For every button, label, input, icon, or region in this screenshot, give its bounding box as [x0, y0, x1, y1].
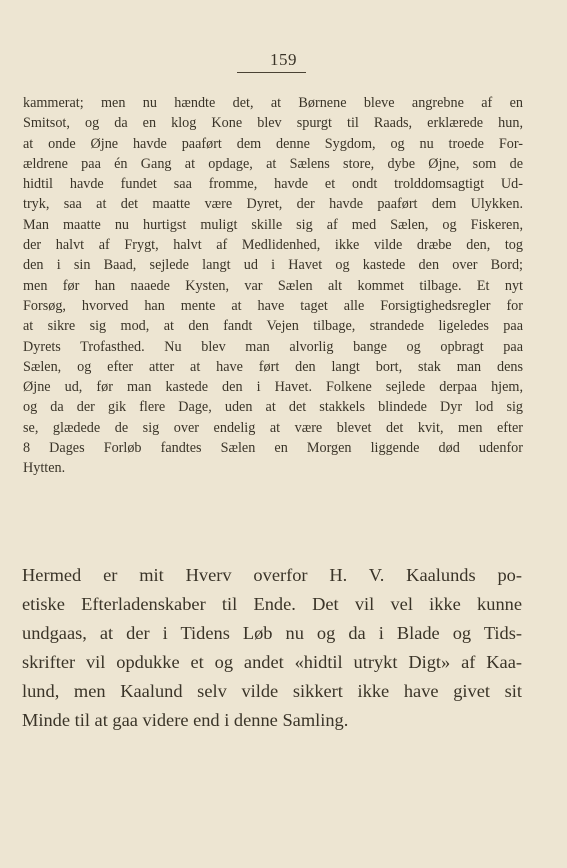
- text-line: men før han naaede Kysten, var Sælen alt kommet tilbage. Et nyt: [23, 277, 523, 294]
- text-line: Dyrets Trofasthed. Nu blev man alvorlig bange og opbragt paa: [23, 338, 523, 355]
- text-line: kammerat; men nu hændte det, at Børnene bleve angrebne af en: [23, 95, 523, 111]
- text-line-last: Minde til at gaa videre end i denne Samling.: [22, 709, 349, 730]
- text-line: undgaas, at der i Tidens Løb nu og da i Blade og Tids-: [22, 622, 522, 643]
- text-line: tryk, saa at det maatte være Dyret, der havde paaført dem Ulykken.: [23, 196, 523, 213]
- closing-paragraph: [22, 561, 522, 734]
- text-line: Forsøg, hvorved han mente at have taget alle Forsigtighedsregler for: [23, 297, 523, 314]
- text-line: lund, men Kaalund selv vilde sikkert ikke have givet sit: [22, 680, 522, 701]
- text-line: Øjne ud, før man kastede den i Havet. Folkene sejlede derpaa hjem,: [23, 379, 523, 396]
- text-line: Hermed er mit Hverv overfor H. V. Kaalunds po-: [22, 565, 522, 585]
- text-line: hidtil havde fundet saa fromme, havde et ondt trolddomsagtigt Ud-: [23, 176, 523, 193]
- page-number-underline: [237, 72, 306, 73]
- text-line: Sælen, og efter atter at have ført den langt bort, stak man dens: [23, 358, 523, 375]
- text-line: etiske Efterladenskaber til Ende. Det vil vel ikke kunne: [22, 593, 522, 614]
- story-paragraph: [23, 93, 523, 479]
- text-line: Man maatte nu hurtigst muligt skille sig af med Sælen, og Fiskeren,: [23, 216, 523, 233]
- text-line: der halvt af Frygt, halvt af Medlidenhed, ikke vilde dræbe den, tog: [23, 237, 523, 254]
- text-line: ældrene paa én Gang at opdage, at Sælens store, dybe Øjne, som de: [23, 155, 523, 172]
- page-number: 159: [270, 50, 297, 69]
- text-line: 8 Dages Forløb fandtes Sælen en Morgen liggende død udenfor: [23, 440, 523, 457]
- text-line-last: Hytten.: [23, 460, 66, 477]
- text-line: skrifter vil opdukke et og andet «hidtil utrykt Digt» af Kaa-: [22, 651, 522, 672]
- text-line: og da der gik flere Dage, uden at det stakkels blindede Dyr lod sig: [23, 399, 523, 416]
- text-line: at sikre sig mod, at den fandt Vejen tilbage, strandede ligeledes paa: [23, 318, 523, 335]
- text-line: at onde Øjne havde paaført dem denne Sygdom, og nu troede For-: [23, 135, 523, 152]
- text-line: se, glædede de sig over endelig at være blevet det kvit, men efter: [23, 419, 523, 436]
- text-line: den i sin Baad, sejlede langt ud i Havet og kastede den over Bord;: [23, 257, 523, 274]
- text-line: Smitsot, og da en klog Kone blev spurgt til Raads, erklærede hun,: [23, 115, 523, 132]
